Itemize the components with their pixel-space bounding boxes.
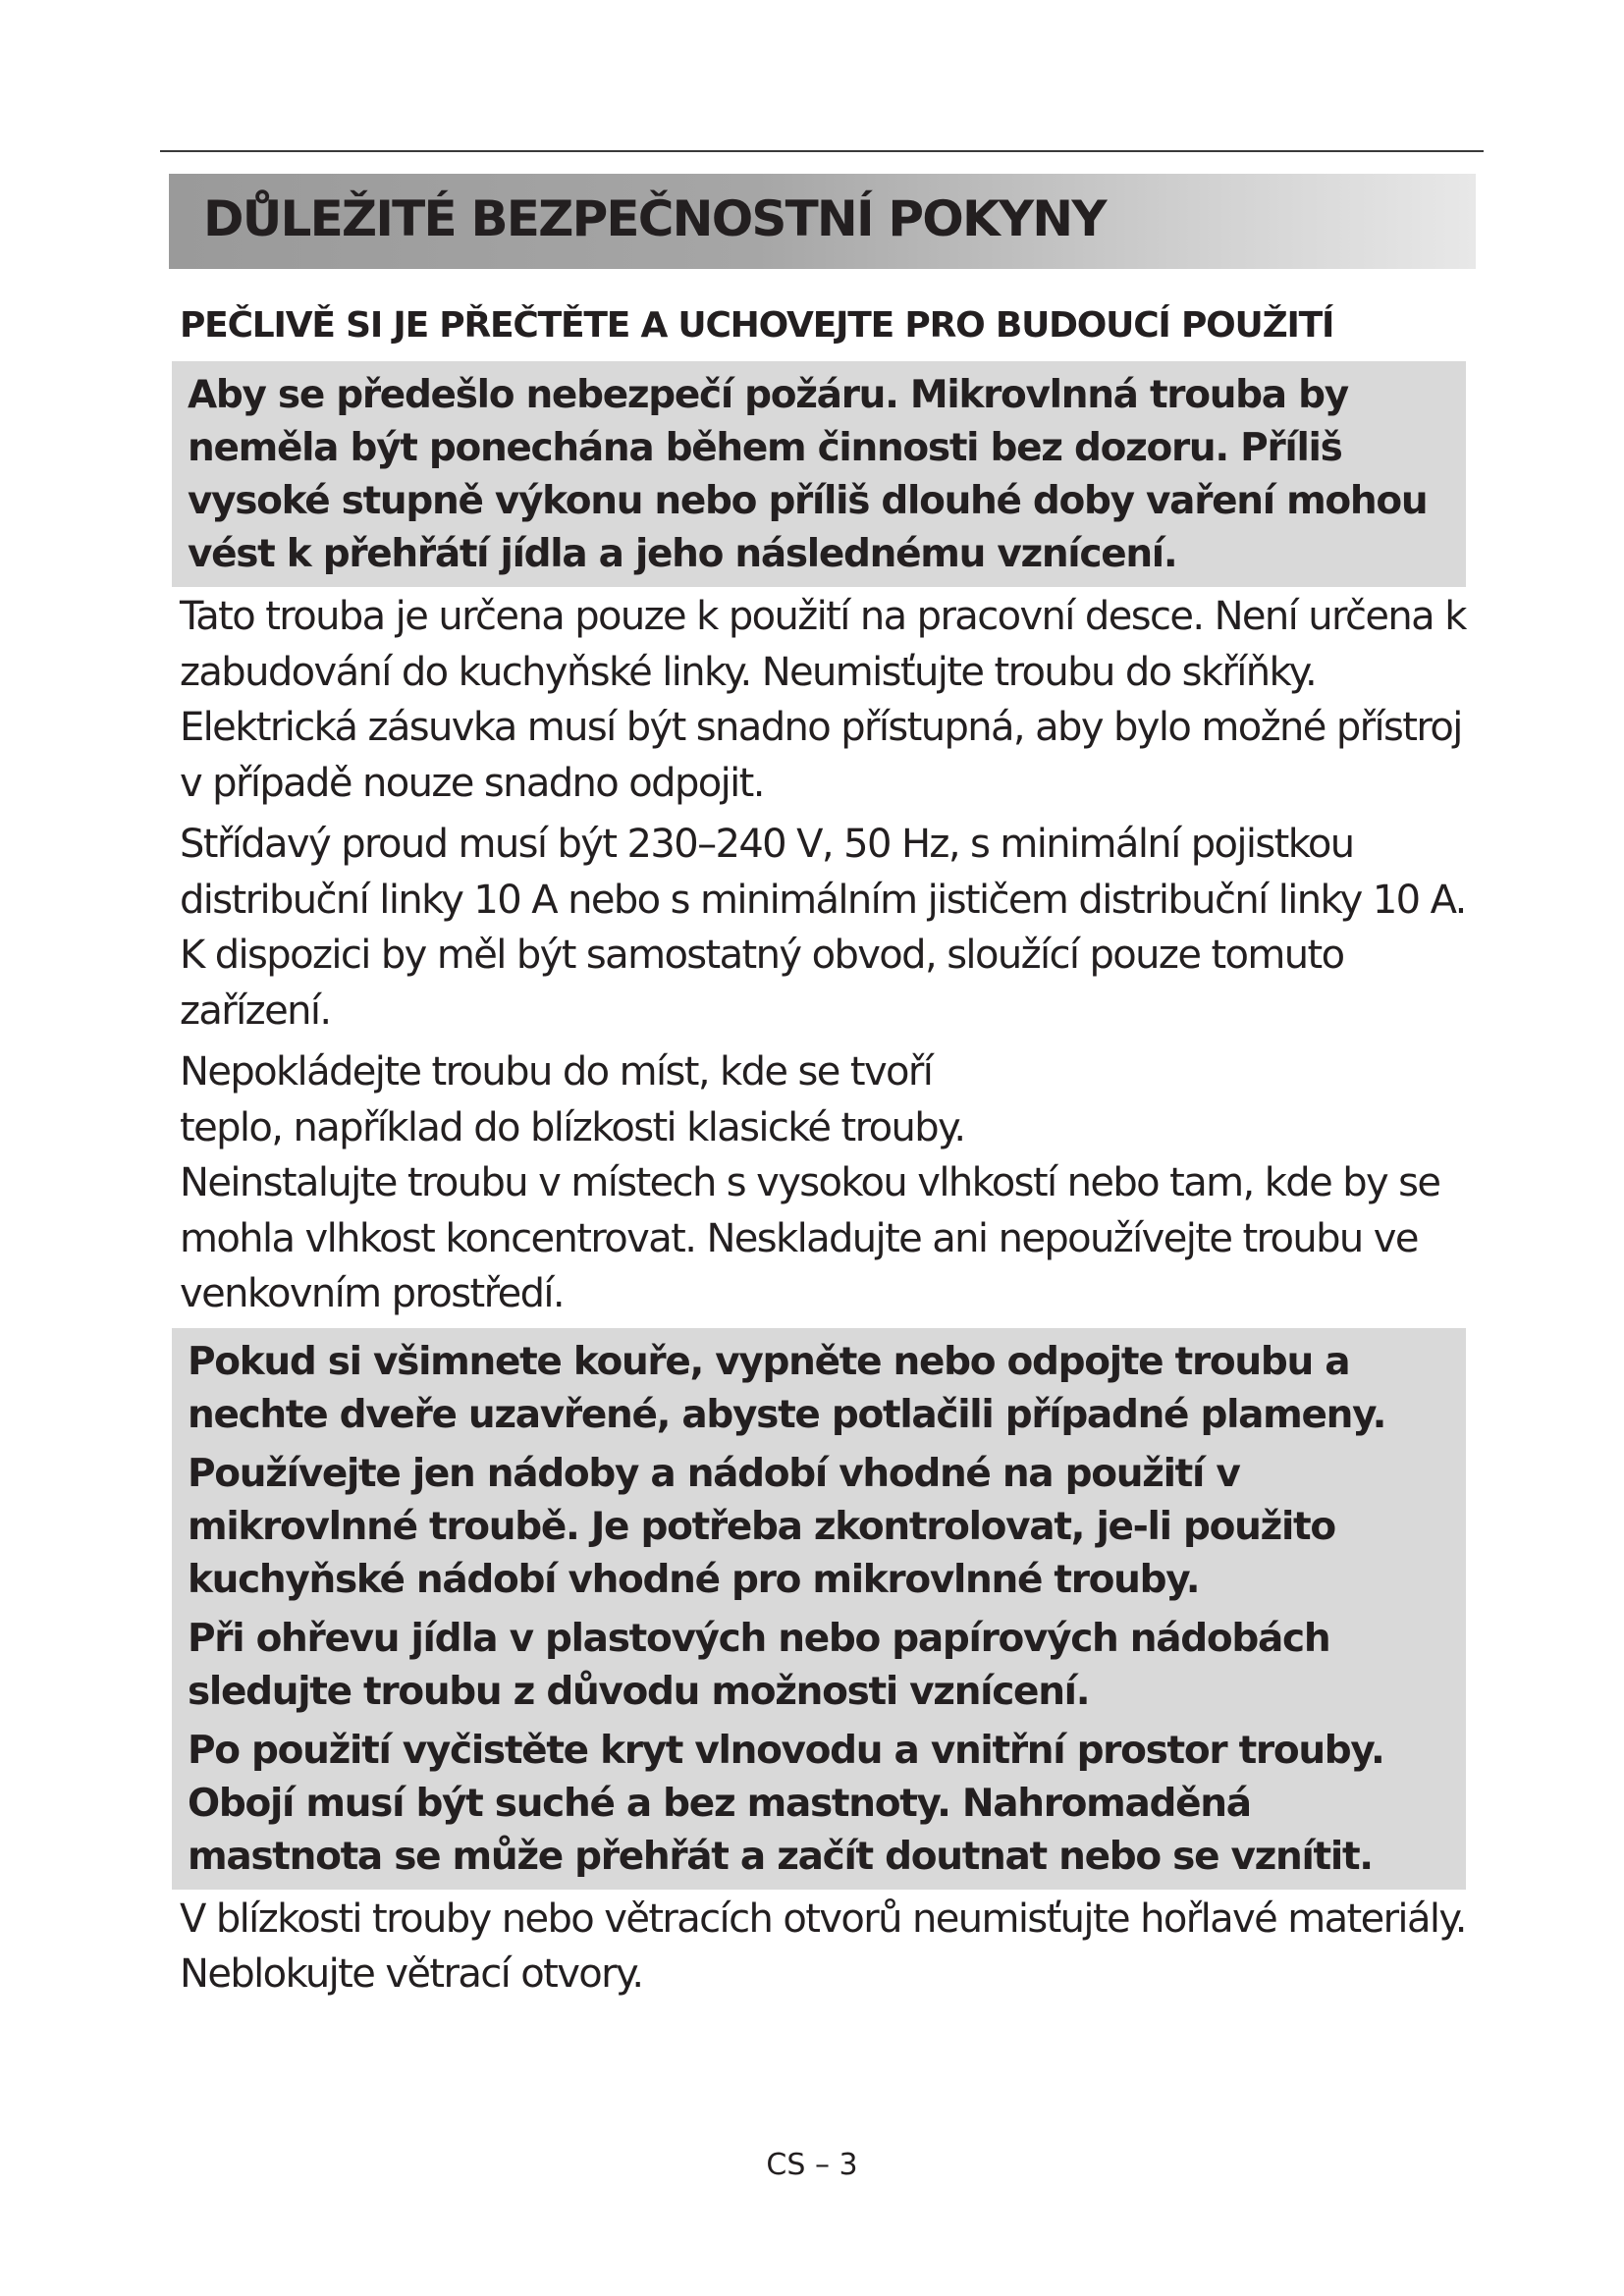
page-title: DŮLEŽITÉ BEZPEČNOSTNÍ POKYNY <box>203 190 1106 247</box>
warning-paragraph-plastic: Při ohřevu jídla v plastových nebo papírových nádobách sledujte troubu z důvodu možnosti vznícení. <box>188 1616 1330 1714</box>
body-paragraph-flammable: V blízkosti trouby nebo větracích otvorů neumisťujte hořlavé materiály. Neblokujte větrací otvory. <box>180 1896 1466 1997</box>
body-paragraph-power: Střídavý proud musí být 230–240 V, 50 Hz, s minimální pojistkou distribuční linky 10 A nebo s minimálním jističem distribuční linky 10 A. K dispozici by měl být samostatný obvod, sloužící pouze tomuto zařízení. <box>180 822 1466 1034</box>
body-paragraph-heat-1: Nepokládejte troubu do míst, kde se tvoří <box>180 1049 933 1095</box>
smoke-warning-box <box>172 1328 1466 1890</box>
warning-paragraph-cleaning: Po použití vyčistěte kryt vlnovodu a vnitřní prostor trouby. Obojí musí být suché a bez mastnoty. Nahromaděná mastnota se může přehřát a začít doutnat nebo se vznítit. <box>188 1728 1384 1879</box>
warning-paragraph: Aby se předešlo nebezpečí požáru. Mikrovlnná trouba by neměla být ponechána během činnosti bez dozoru. Příliš vysoké stupně výkonu nebo příliš dlouhé doby vaření mohou vést k přehřátí jídla a jeho následnému vznícení. <box>188 373 1428 576</box>
body-paragraph-countertop: Tato trouba je určena pouze k použití na pracovní desce. Není určena k zabudování do kuchyňské linky. Neumisťujte troubu do skříňky. Elektrická zásuvka musí být snadno přístupná, aby bylo možné přístroj v případě nouze snadno odpojit. <box>180 594 1466 806</box>
warning-paragraph-smoke: Pokud si všimnete kouře, vypněte nebo odpojte troubu a nechte dveře uzavřené, abyste potlačili případné plameny. <box>188 1339 1386 1437</box>
warning-paragraph-cookware: Používejte jen nádoby a nádobí vhodné na použití v mikrovlnné troubě. Je potřeba zkontrolovat, je-li použito kuchyňské nádobí vhodné pro mikrovlnné trouby. <box>188 1451 1335 1602</box>
top-divider <box>160 150 1484 152</box>
body-paragraph-humidity: Neinstalujte troubu v místech s vysokou vlhkostí nebo tam, kde by se mohla vlhkost koncentrovat. Neskladujte ani nepoužívejte troubu ve venkovním prostředí. <box>180 1160 1440 1316</box>
page-number: CS – 3 <box>766 2148 858 2182</box>
body-paragraph-heat-2: teplo, například do blízkosti klasické trouby. <box>180 1104 965 1150</box>
section-subtitle: PEČLIVĚ SI JE PŘEČTĚTE A UCHOVEJTE PRO BUDOUCÍ POUŽITÍ <box>180 305 1334 346</box>
fire-warning-box <box>172 361 1466 587</box>
main-content <box>180 298 1471 2008</box>
section-header-banner <box>169 174 1476 269</box>
